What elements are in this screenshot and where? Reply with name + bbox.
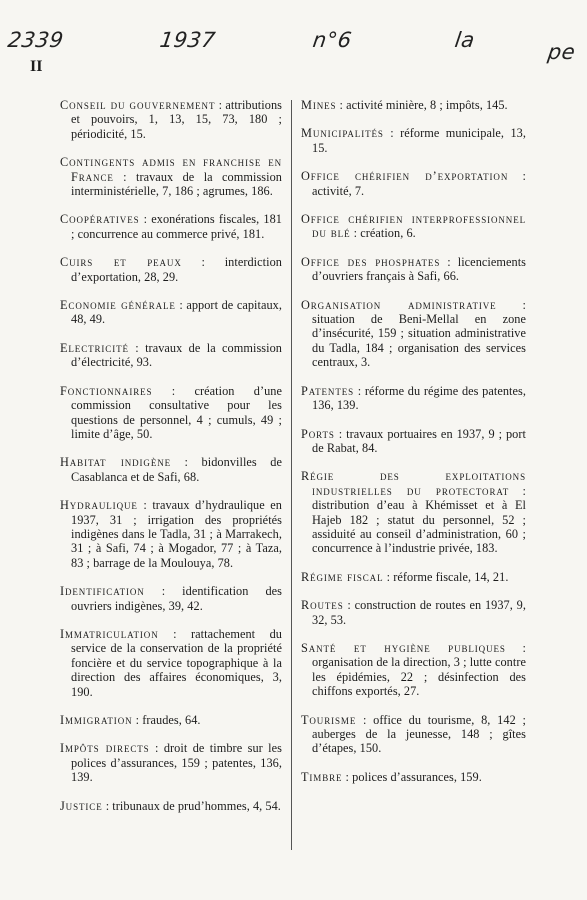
entry-text: : identification des ouvriers indigènes, 39, 42. xyxy=(71,584,282,613)
index-entry xyxy=(60,341,282,370)
index-entry xyxy=(60,498,282,570)
entry-heading: Conseil du gouvernement xyxy=(60,98,216,112)
index-entry xyxy=(301,427,526,456)
entry-text: : travaux d’hydraulique en 1937, 31 ; irrigation des propriétés indigènes dans le Tadla, 31 ; à Marrakech, 31 ; à Safi, 74 ; à Mogador, 77 ; à Taza, 83 ; barrage de la Moulouya, 78. xyxy=(71,498,282,570)
index-entry xyxy=(60,713,282,727)
index-entry xyxy=(60,212,282,241)
index-entry xyxy=(60,98,282,141)
entry-heading: Contingents admis en franchise en France xyxy=(60,155,282,184)
entry-text: : travaux de la commission interministérielle, 7, 186 ; agrumes, 186. xyxy=(71,169,282,199)
index-entry xyxy=(60,455,282,484)
entry-heading: Immatriculation xyxy=(60,626,159,641)
entry-heading: Routes xyxy=(301,598,344,613)
entry-text: : travaux portuaires en 1937, 9 ; port de Rabat, 84. xyxy=(312,426,526,455)
entry-heading: Fonctionnaires xyxy=(60,383,153,398)
entry-text: : réforme fiscale, 14, 21. xyxy=(383,569,509,584)
handwritten-la: la xyxy=(453,28,477,52)
handwritten-year: 1937 xyxy=(158,28,218,52)
index-entry xyxy=(301,169,526,198)
entry-heading: Justice xyxy=(60,798,103,813)
entry-heading: Economie générale xyxy=(60,298,176,313)
entry-text: : office du tourisme, 8, 142 ; auberges de la jeunesse, 148 ; gîtes d’étapes, 150. xyxy=(312,712,526,756)
entry-text: : exonérations fiscales, 181 ; concurrence au commerce privé, 181. xyxy=(71,212,282,241)
entry-heading: Patentes xyxy=(301,383,355,398)
index-entry xyxy=(60,155,282,198)
entry-text: : polices d’assurances, 159. xyxy=(342,769,482,784)
index-entry xyxy=(60,255,282,284)
index-entry xyxy=(60,584,282,613)
entry-heading: Office chérifien interprofessionnel du blé xyxy=(301,212,526,241)
entry-heading: Mines xyxy=(301,98,337,112)
entry-text: : licenciements d’ouvriers français à Safi, 66. xyxy=(312,254,526,284)
entry-heading: Ports xyxy=(301,426,335,441)
entry-heading: Electricité xyxy=(60,340,129,355)
entry-heading: Santé et hygiène publiques xyxy=(301,640,506,655)
entry-heading: Timbre xyxy=(301,769,343,784)
entry-text: : fraudes, 64. xyxy=(132,713,201,727)
entry-text: : réforme municipale, 13, 15. xyxy=(312,126,526,155)
page-number: II xyxy=(30,58,43,75)
entry-heading: Cuirs et peaux xyxy=(60,255,182,270)
index-entry xyxy=(301,598,526,627)
entry-text: : construction de routes en 1937, 9, 32, 53. xyxy=(312,598,526,627)
entry-text: : apport de capitaux, 48, 49. xyxy=(71,298,282,327)
index-entry xyxy=(60,384,282,442)
entry-heading: Tourisme xyxy=(301,712,357,727)
entry-text: : situation de Beni-Mellal en zone d’insécurité, 159 ; situation administrative du Tadla, 184 ; organisation des services centraux, 3. xyxy=(312,297,526,370)
entry-heading: Office des phosphates xyxy=(301,254,441,269)
entry-text: : tribunaux de prud’hommes, 4, 54. xyxy=(102,798,281,813)
entry-text: : réforme du régime des patentes, 136, 139. xyxy=(312,383,526,413)
entry-text: : distribution d’eau à Khémisset et à El Hajeb 182 ; statut du personnel, 52 ; assiduité au conseil d’administration, 60 ; concurrence à l’industrie privée, 183. xyxy=(312,483,527,556)
entry-heading: Office chérifien d’exportation xyxy=(301,169,509,184)
entry-text: : activité, 7. xyxy=(312,169,527,198)
handwritten-number: n°6 xyxy=(311,28,354,52)
index-entry xyxy=(301,126,526,155)
entry-heading: Régie des exploitations industrielles du protectorat xyxy=(301,469,526,498)
handwritten-reference: 2339 xyxy=(6,28,66,52)
entry-heading: Habitat indigène xyxy=(60,455,172,470)
entry-heading: Hydraulique xyxy=(60,498,138,513)
entry-heading: Organisation administrative xyxy=(301,297,497,312)
index-entry xyxy=(60,741,282,784)
entry-heading: Immigration xyxy=(60,713,133,727)
index-entry xyxy=(301,98,526,112)
entry-text: : organisation de la direction, 3 ; lutte contre les épidémies, 22 ; désinfection des chiffons exportés, 27. xyxy=(312,640,527,699)
entry-heading: Impôts directs xyxy=(60,741,150,756)
index-entry xyxy=(301,384,526,413)
entry-text: : attributions et pouvoirs, 1, 13, 15, 73, 180 ; périodicité, 15. xyxy=(71,98,282,141)
column-divider xyxy=(291,100,292,850)
entry-text: : interdiction d’exportation, 28, 29. xyxy=(71,255,282,284)
entry-heading: Coopératives xyxy=(60,212,140,227)
entry-text: : travaux de la commission d’électricité, 93. xyxy=(71,340,282,370)
index-entry xyxy=(301,770,526,784)
entry-heading: Régime fiscal xyxy=(301,569,384,584)
handwritten-pe: pe xyxy=(546,40,577,64)
index-column-right xyxy=(301,98,526,798)
index-entry xyxy=(60,799,282,813)
entry-text: : création, 6. xyxy=(350,226,416,241)
index-entry xyxy=(301,713,526,756)
index-entry xyxy=(60,627,282,699)
entry-text: : rattachement du service de la conservation de la propriété foncière et du service topographique à la direction des affaires économiques, 3, 190. xyxy=(71,626,282,699)
index-entry xyxy=(301,255,526,284)
entry-text: : droit de timbre sur les polices d’assurances, 159 ; patentes, 136, 139. xyxy=(71,741,282,785)
index-entry xyxy=(301,212,526,241)
index-column-left xyxy=(60,98,282,827)
entry-heading: Municipalités xyxy=(301,126,384,141)
index-entry xyxy=(301,570,526,584)
entry-text: : création d’une commission consultative pour les questions de personnel, 4 ; cumuls, 49 ; limite d’âge, 50. xyxy=(71,383,282,441)
entry-text: : activité minière, 8 ; impôts, 145. xyxy=(336,98,508,112)
entry-heading: Identification xyxy=(60,584,145,599)
index-entry xyxy=(301,298,526,370)
index-entry xyxy=(301,469,526,555)
entry-text: : bidonvilles de Casablanca et de Safi, 68. xyxy=(71,455,282,484)
index-entry xyxy=(301,641,526,699)
index-entry xyxy=(60,298,282,327)
